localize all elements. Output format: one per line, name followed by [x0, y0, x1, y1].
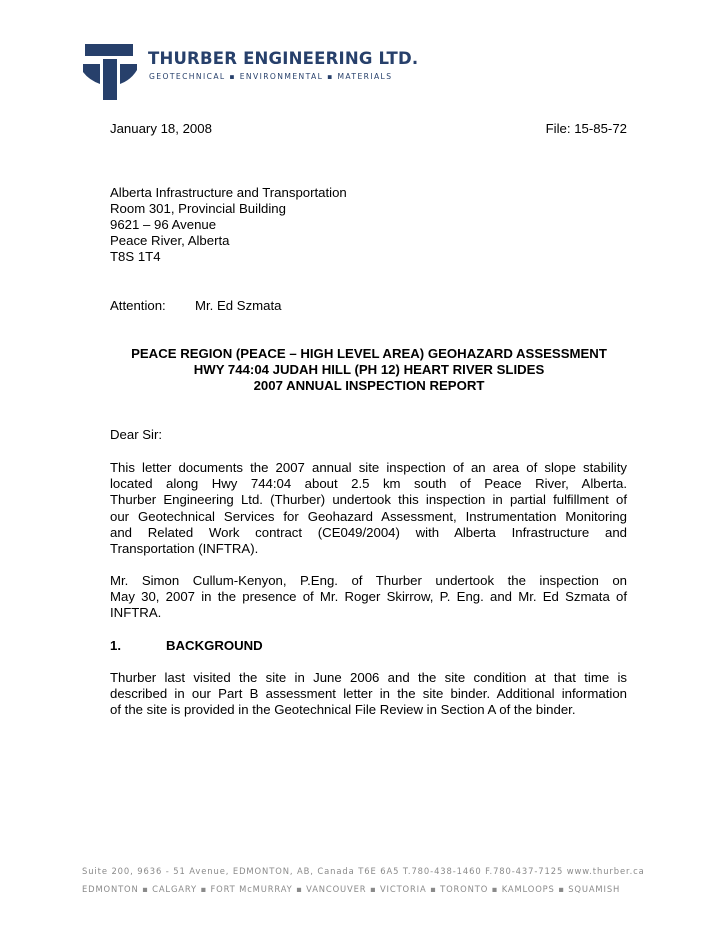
footer-offices: EDMONTON ▪ CALGARY ▪ FORT McMURRAY ▪ VANCOUVER ▪ VICTORIA ▪ TORONTO ▪ KAMLOOPS ▪ SQUAMISH: [82, 884, 621, 894]
paragraph-line: This letter documents the 2007 annual site inspection of an area of slope stability: [110, 460, 627, 475]
address-line: Peace River, Alberta: [110, 233, 230, 248]
section-title: BACKGROUND: [166, 638, 263, 653]
paragraph-line: described in our Part B assessment letter in the site binder. Additional information: [110, 686, 627, 702]
file-reference: File: 15-85-72: [545, 121, 627, 136]
paragraph-line: located along Hwy 744:04 about 2.5 km south of Peace River, Alberta.: [110, 476, 627, 492]
paragraph-line: May 30, 2007 in the presence of Mr. Roger Skirrow, P. Eng. and Mr. Ed Szmata of: [110, 589, 627, 605]
address-line: T8S 1T4: [110, 249, 161, 264]
paragraph-line: INFTRA.: [110, 605, 162, 621]
subject-line: 2007 ANNUAL INSPECTION REPORT: [253, 378, 485, 393]
company-name: THURBER ENGINEERING LTD.: [148, 49, 419, 68]
paragraph-background: [110, 670, 627, 719]
paragraph-line: and Related Work contract (CE049/2004) with Alberta Infrastructure and: [110, 524, 627, 540]
subject-line: PEACE REGION (PEACE – HIGH LEVEL AREA) GEOHAZARD ASSESSMENT: [131, 346, 607, 361]
paragraph-line: our Geotechnical Services for Geohazard Assessment, Instrumentation Monitoring: [110, 508, 627, 524]
salutation: Dear Sir:: [110, 427, 163, 442]
company-tagline: GEOTECHNICAL ▪ ENVIRONMENTAL ▪ MATERIALS: [149, 72, 393, 81]
address-line: 9621 – 96 Avenue: [110, 217, 217, 232]
paragraph-line: Thurber last visited the site in June 2006 and the site condition at that time is: [110, 670, 627, 685]
paragraph-line: Thurber Engineering Ltd. (Thurber) undertook this inspection in partial fulfillment of: [110, 492, 627, 508]
paragraph-intro: [110, 460, 627, 557]
thurber-t-logo-icon: [83, 44, 143, 100]
paragraph-line: of the site is provided in the Geotechnical File Review in Section A of the binder.: [110, 702, 576, 718]
letter-date: January 18, 2008: [110, 121, 212, 136]
attention-name: Mr. Ed Szmata: [195, 298, 282, 313]
address-line: Room 301, Provincial Building: [110, 201, 286, 216]
subject-line: HWY 744:04 JUDAH HILL (PH 12) HEART RIVER SLIDES: [193, 362, 545, 377]
footer-address: Suite 200, 9636 - 51 Avenue, EDMONTON, AB, Canada T6E 6A5 T.780-438-1460 F.780-437-7125 www.thurber.ca: [82, 866, 645, 876]
paragraph-inspection: [110, 573, 627, 622]
paragraph-line: Mr. Simon Cullum-Kenyon, P.Eng. of Thurber undertook the inspection on: [110, 573, 627, 588]
attention-label: Attention:: [110, 298, 166, 313]
address-line: Alberta Infrastructure and Transportation: [110, 185, 347, 200]
paragraph-line: Transportation (INFTRA).: [110, 541, 259, 557]
section-number: 1.: [110, 638, 121, 653]
